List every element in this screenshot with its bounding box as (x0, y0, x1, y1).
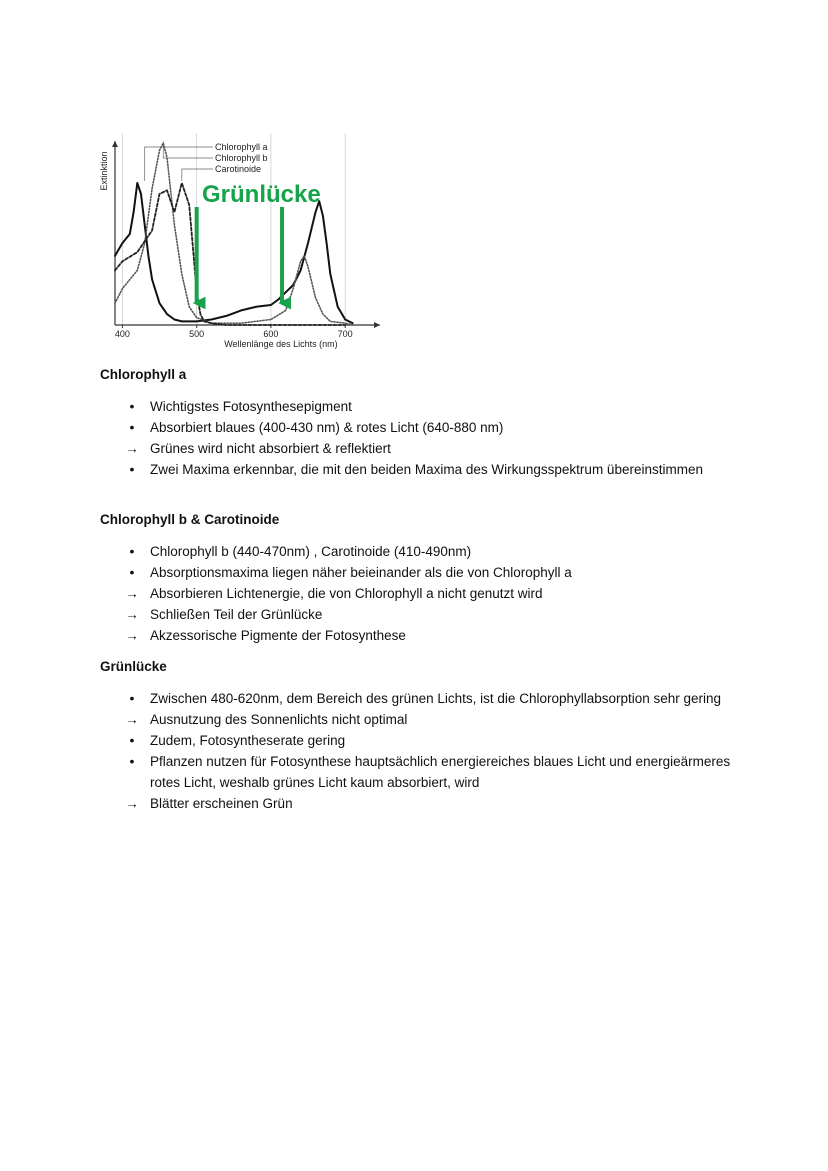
y-axis-arrow (112, 141, 118, 147)
x-tick-label: 700 (337, 329, 353, 339)
item-text: Absorbieren Lichtenergie, die von Chlorophyll a nicht genutzt wird (150, 586, 543, 601)
list-item (100, 417, 740, 438)
list-item (100, 625, 740, 646)
arrow-marker: → (125, 586, 139, 601)
list-item (100, 793, 740, 814)
x-axis-arrow (374, 322, 380, 328)
arrow-marker: → (125, 796, 139, 811)
legend-label: Carotinoide (215, 164, 262, 174)
bullet-marker: • (129, 753, 135, 769)
item-text: Schließen Teil der Grünlücke (150, 607, 323, 622)
x-tick-label: 600 (263, 329, 279, 339)
bullet-marker: • (129, 732, 135, 748)
chart-svg (95, 125, 395, 360)
section-chlorophyll-a (100, 366, 740, 480)
list-item (100, 541, 740, 562)
item-text: Zudem, Fotosyntheserate gering (150, 733, 346, 748)
x-axis-label: Wellenlänge des Lichts (nm) (224, 339, 338, 349)
list-item (100, 709, 740, 730)
item-text: Zwischen 480-620nm, dem Bereich des grünen Lichts, ist die Chlorophyllabsorption sehr gering (150, 691, 722, 706)
section-list (100, 541, 740, 646)
section-chlorophyll-b-carotinoide (100, 511, 740, 646)
arrow-marker: → (125, 607, 139, 622)
section-gruenluecke (100, 658, 740, 814)
legend-leader (182, 169, 213, 181)
list-item (100, 688, 740, 709)
absorption-spectrum-chart (95, 125, 395, 360)
bullet-marker: • (129, 690, 135, 706)
arrow-marker: → (125, 628, 139, 643)
item-text: Absorbiert blaues (400-430 nm) & rotes Licht (640-880 nm) (150, 420, 504, 435)
bullet-marker: • (129, 564, 135, 580)
section-heading: Grünlücke (100, 659, 167, 674)
bullet-marker: • (129, 419, 135, 435)
section-heading: Chlorophyll b & Carotinoide (100, 512, 280, 527)
section-list (100, 396, 740, 480)
item-text: Absorptionsmaxima liegen näher beieinander als die von Chlorophyll a (150, 565, 572, 580)
arrow-marker: → (125, 441, 139, 456)
arrow-marker: → (125, 712, 139, 727)
list-item (100, 604, 740, 625)
item-text: Zwei Maxima erkennbar, die mit den beiden Maxima des Wirkungsspektrum übereinstimmen (150, 462, 703, 477)
list-item (100, 459, 740, 480)
bullet-marker: • (129, 543, 135, 559)
chart-title: Grünlücke (202, 181, 321, 208)
y-axis-label: Extinktion (99, 151, 109, 191)
list-item (100, 562, 740, 583)
bullet-marker: • (129, 398, 135, 414)
item-text: Pflanzen nutzen für Fotosynthese hauptsächlich energiereiches blaues Licht und energieärmeres rotes Licht, weshalb grünes Licht kaum absorbiert, wird (150, 754, 731, 790)
section-list (100, 688, 740, 814)
legend-label: Chlorophyll b (215, 153, 268, 163)
legend-leader (163, 141, 213, 158)
list-item (100, 438, 740, 459)
legend-label: Chlorophyll a (215, 142, 268, 152)
item-text: Akzessorische Pigmente der Fotosynthese (150, 628, 406, 643)
item-text: Grünes wird nicht absorbiert & reflektiert (150, 441, 391, 456)
item-text: Chlorophyll b (440-470nm) , Carotinoide (410-490nm) (150, 544, 472, 559)
list-item (100, 730, 740, 751)
x-tick-label: 500 (189, 329, 205, 339)
item-text: Wichtigstes Fotosynthesepigment (150, 399, 352, 414)
item-text: Blätter erscheinen Grün (150, 796, 293, 811)
list-item (100, 583, 740, 604)
item-text: Ausnutzung des Sonnenlichts nicht optimal (150, 712, 408, 727)
list-item (100, 396, 740, 417)
section-heading: Chlorophyll a (100, 367, 187, 382)
list-item (100, 751, 740, 793)
x-tick-label: 400 (114, 329, 130, 339)
bullet-marker: • (129, 461, 135, 477)
